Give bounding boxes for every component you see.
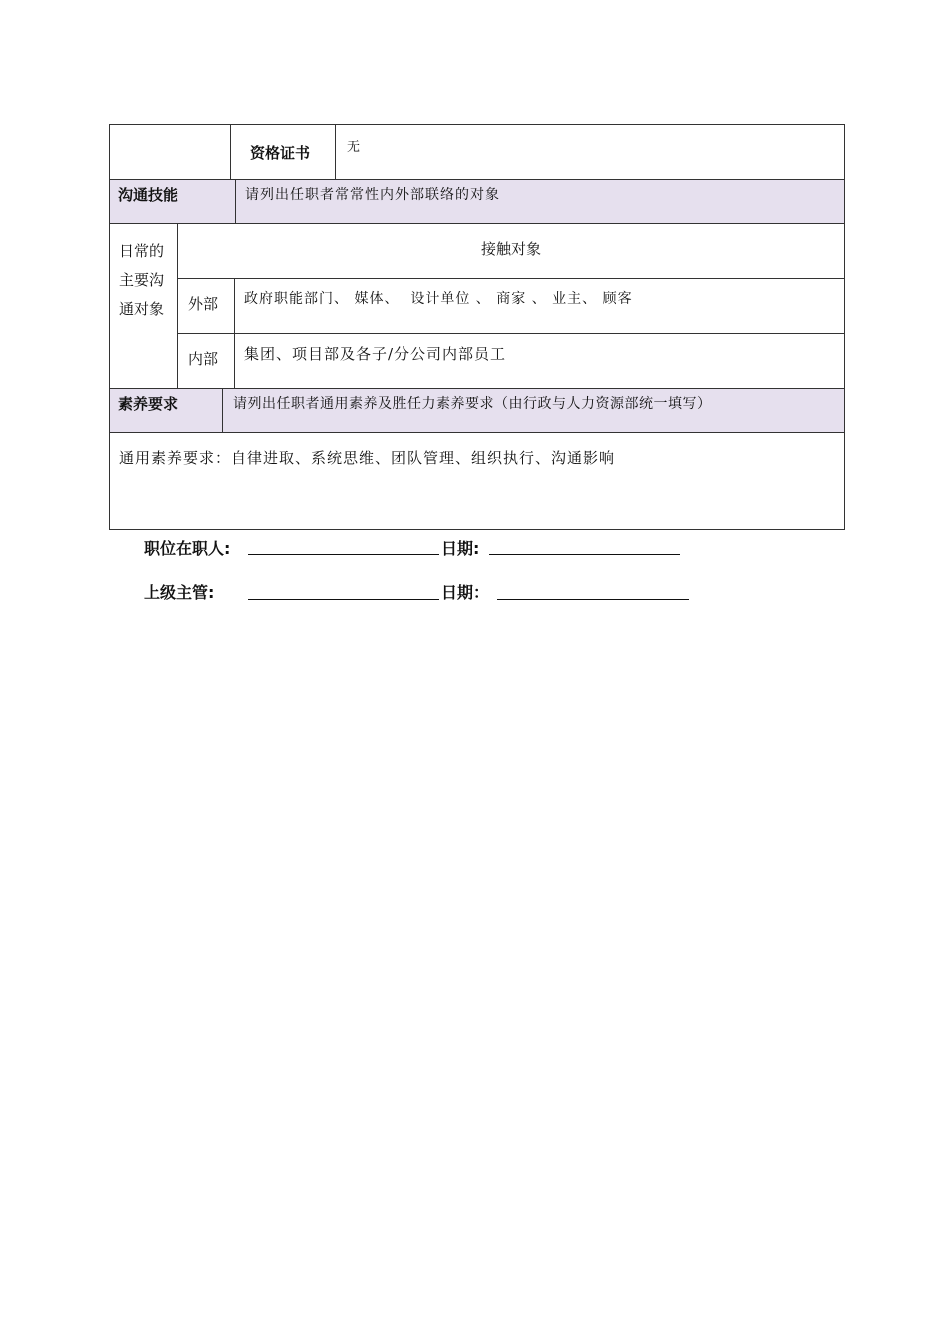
- daily-contact-label-line-3: 通对象: [119, 300, 165, 318]
- rule-ext-int: [234, 278, 235, 388]
- rule-quality: [222, 388, 223, 432]
- internal-value: 集团、项目部及各子/分公司内部员工: [244, 345, 507, 363]
- contact-header: 接触对象: [480, 240, 541, 258]
- rule-cert-1: [230, 124, 231, 179]
- incumbent-label: 职位在职人:: [144, 539, 231, 558]
- internal-label: 内部: [188, 350, 219, 368]
- external-label: 外部: [188, 295, 219, 313]
- rule-after-comm: [109, 223, 845, 224]
- date-label-2: 日期：: [441, 583, 490, 602]
- supervisor-label: 上级主管:: [144, 583, 215, 602]
- general-quality: 通用素养要求：自律进取、系统思维、团队管理、组织执行、沟通影响: [119, 449, 616, 467]
- external-value: 政府职能部门、 媒体、 设计单位 、 商家 、 业主、 顾客: [244, 291, 633, 307]
- rule-after-contact-header: [177, 278, 845, 279]
- daily-contact-label: [119, 237, 164, 324]
- cert-value: 无: [347, 140, 361, 155]
- date-line-2[interactable]: [497, 599, 689, 600]
- daily-contact-label-line-2: 主要沟: [119, 271, 165, 289]
- rule-after-external: [177, 333, 845, 334]
- quality-label: 素养要求: [118, 395, 179, 413]
- cert-label: 资格证书: [250, 144, 311, 162]
- date-line-1[interactable]: [489, 554, 680, 555]
- comm-skill-label: 沟通技能: [118, 186, 179, 204]
- table-border-top: [109, 124, 845, 125]
- table-border-bottom: [109, 529, 845, 530]
- table-border-left: [109, 124, 110, 530]
- job-description-table: [109, 124, 845, 530]
- table-border-right: [844, 124, 845, 530]
- rule-comm: [235, 179, 236, 223]
- comm-skill-hint: 请列出任职者常常性内外部联络的对象: [245, 187, 500, 203]
- rule-cert-2: [335, 124, 336, 179]
- rule-after-quality: [109, 432, 845, 433]
- supervisor-signature-line[interactable]: [248, 599, 439, 600]
- date-label-1: 日期:: [441, 539, 480, 558]
- rule-after-internal: [109, 388, 845, 389]
- incumbent-signature-line[interactable]: [248, 554, 439, 555]
- daily-contact-label-line-1: 日常的: [119, 242, 165, 260]
- rule-after-cert: [109, 179, 845, 180]
- quality-hint: 请列出任职者通用素养及胜任力素养要求（由行政与人力资源部统一填写）: [233, 396, 712, 412]
